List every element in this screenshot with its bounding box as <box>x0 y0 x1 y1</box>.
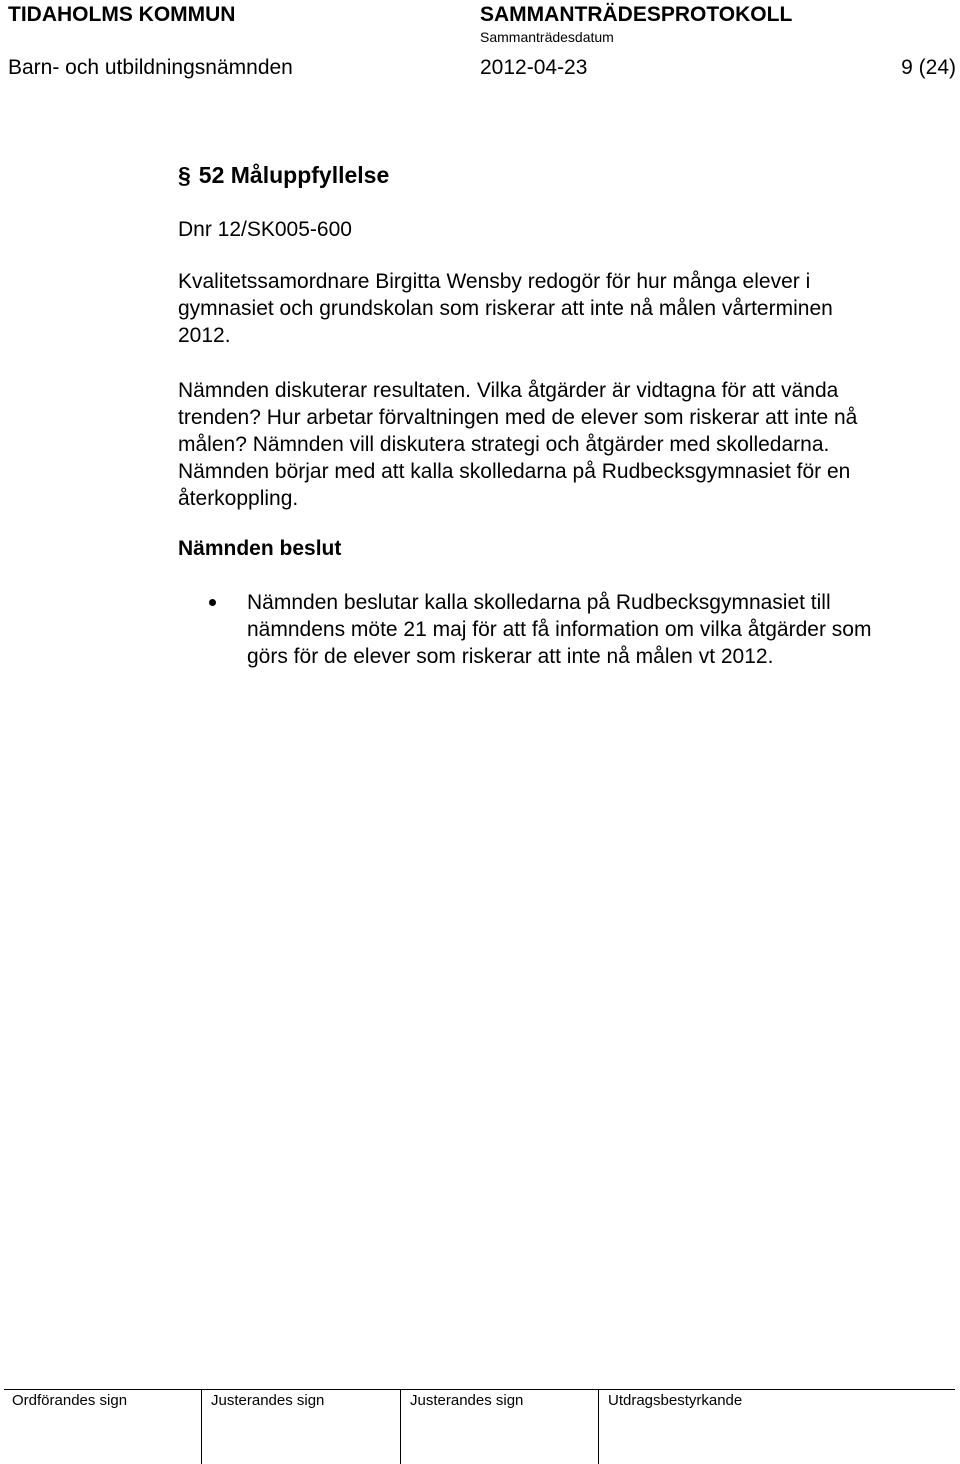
paragraph-line: trenden? Hur arbetar förvaltningen med de elever som riskerar att inte nå <box>178 406 858 429</box>
adjuster-signature-label: Justerandes sign <box>211 1392 325 1409</box>
paragraph-line: målen? Nämnden vill diskutera strategi och åtgärder med skolledarna. <box>178 433 830 456</box>
chair-signature-label: Ordförandes sign <box>12 1392 128 1409</box>
signature-column-divider <box>201 1389 202 1464</box>
decision-line: Nämnden beslutar kalla skolledarna på Rudbecksgymnasiet till <box>247 591 831 614</box>
signature-divider <box>4 1389 955 1390</box>
date-label: Sammanträdesdatum <box>480 29 614 45</box>
page-number: 9 (24) <box>901 56 956 79</box>
signature-column-divider <box>598 1389 599 1464</box>
adjuster-signature-label: Justerandes sign <box>410 1392 524 1409</box>
decision-line: görs för de elever som riskerar att inte nå målen vt 2012. <box>247 645 774 668</box>
section-title: 52 Måluppfyllelse <box>198 162 390 188</box>
organization-name: TIDAHOLMS KOMMUN <box>8 3 236 26</box>
decision-item <box>247 589 871 670</box>
paragraph-line: Kvalitetssamordnare Birgitta Wensby redogör för hur många elever i <box>178 270 811 293</box>
paragraph-line: Nämnden diskuterar resultaten. Vilka åtgärder är vidtagna för att vända <box>178 379 839 402</box>
section-heading <box>178 162 389 189</box>
signature-column-divider <box>400 1389 401 1464</box>
committee-name: Barn- och utbildningsnämnden <box>8 56 293 79</box>
extract-certifier-label: Utdragsbestyrkande <box>608 1392 743 1409</box>
registration-number: Dnr 12/SK005-600 <box>178 218 352 241</box>
paragraph-line: återkoppling. <box>178 487 299 510</box>
document-type: SAMMANTRÄDESPROTOKOLL <box>480 3 793 26</box>
paragraph-line: 2012. <box>178 324 231 347</box>
bullet-icon <box>209 599 216 606</box>
paragraph-discussion <box>178 377 857 512</box>
decision-heading: Nämnden beslut <box>178 537 342 560</box>
paragraph-symbol: § <box>178 162 191 188</box>
meeting-date: 2012-04-23 <box>480 56 588 79</box>
decision-line: nämndens möte 21 maj för att få information om vilka åtgärder som <box>247 618 872 641</box>
paragraph-line: Nämnden börjar med att kalla skolledarna på Rudbecksgymnasiet för en <box>178 460 851 483</box>
paragraph-line: gymnasiet och grundskolan som riskerar att inte nå målen vårterminen <box>178 297 833 320</box>
paragraph-report <box>178 268 833 349</box>
